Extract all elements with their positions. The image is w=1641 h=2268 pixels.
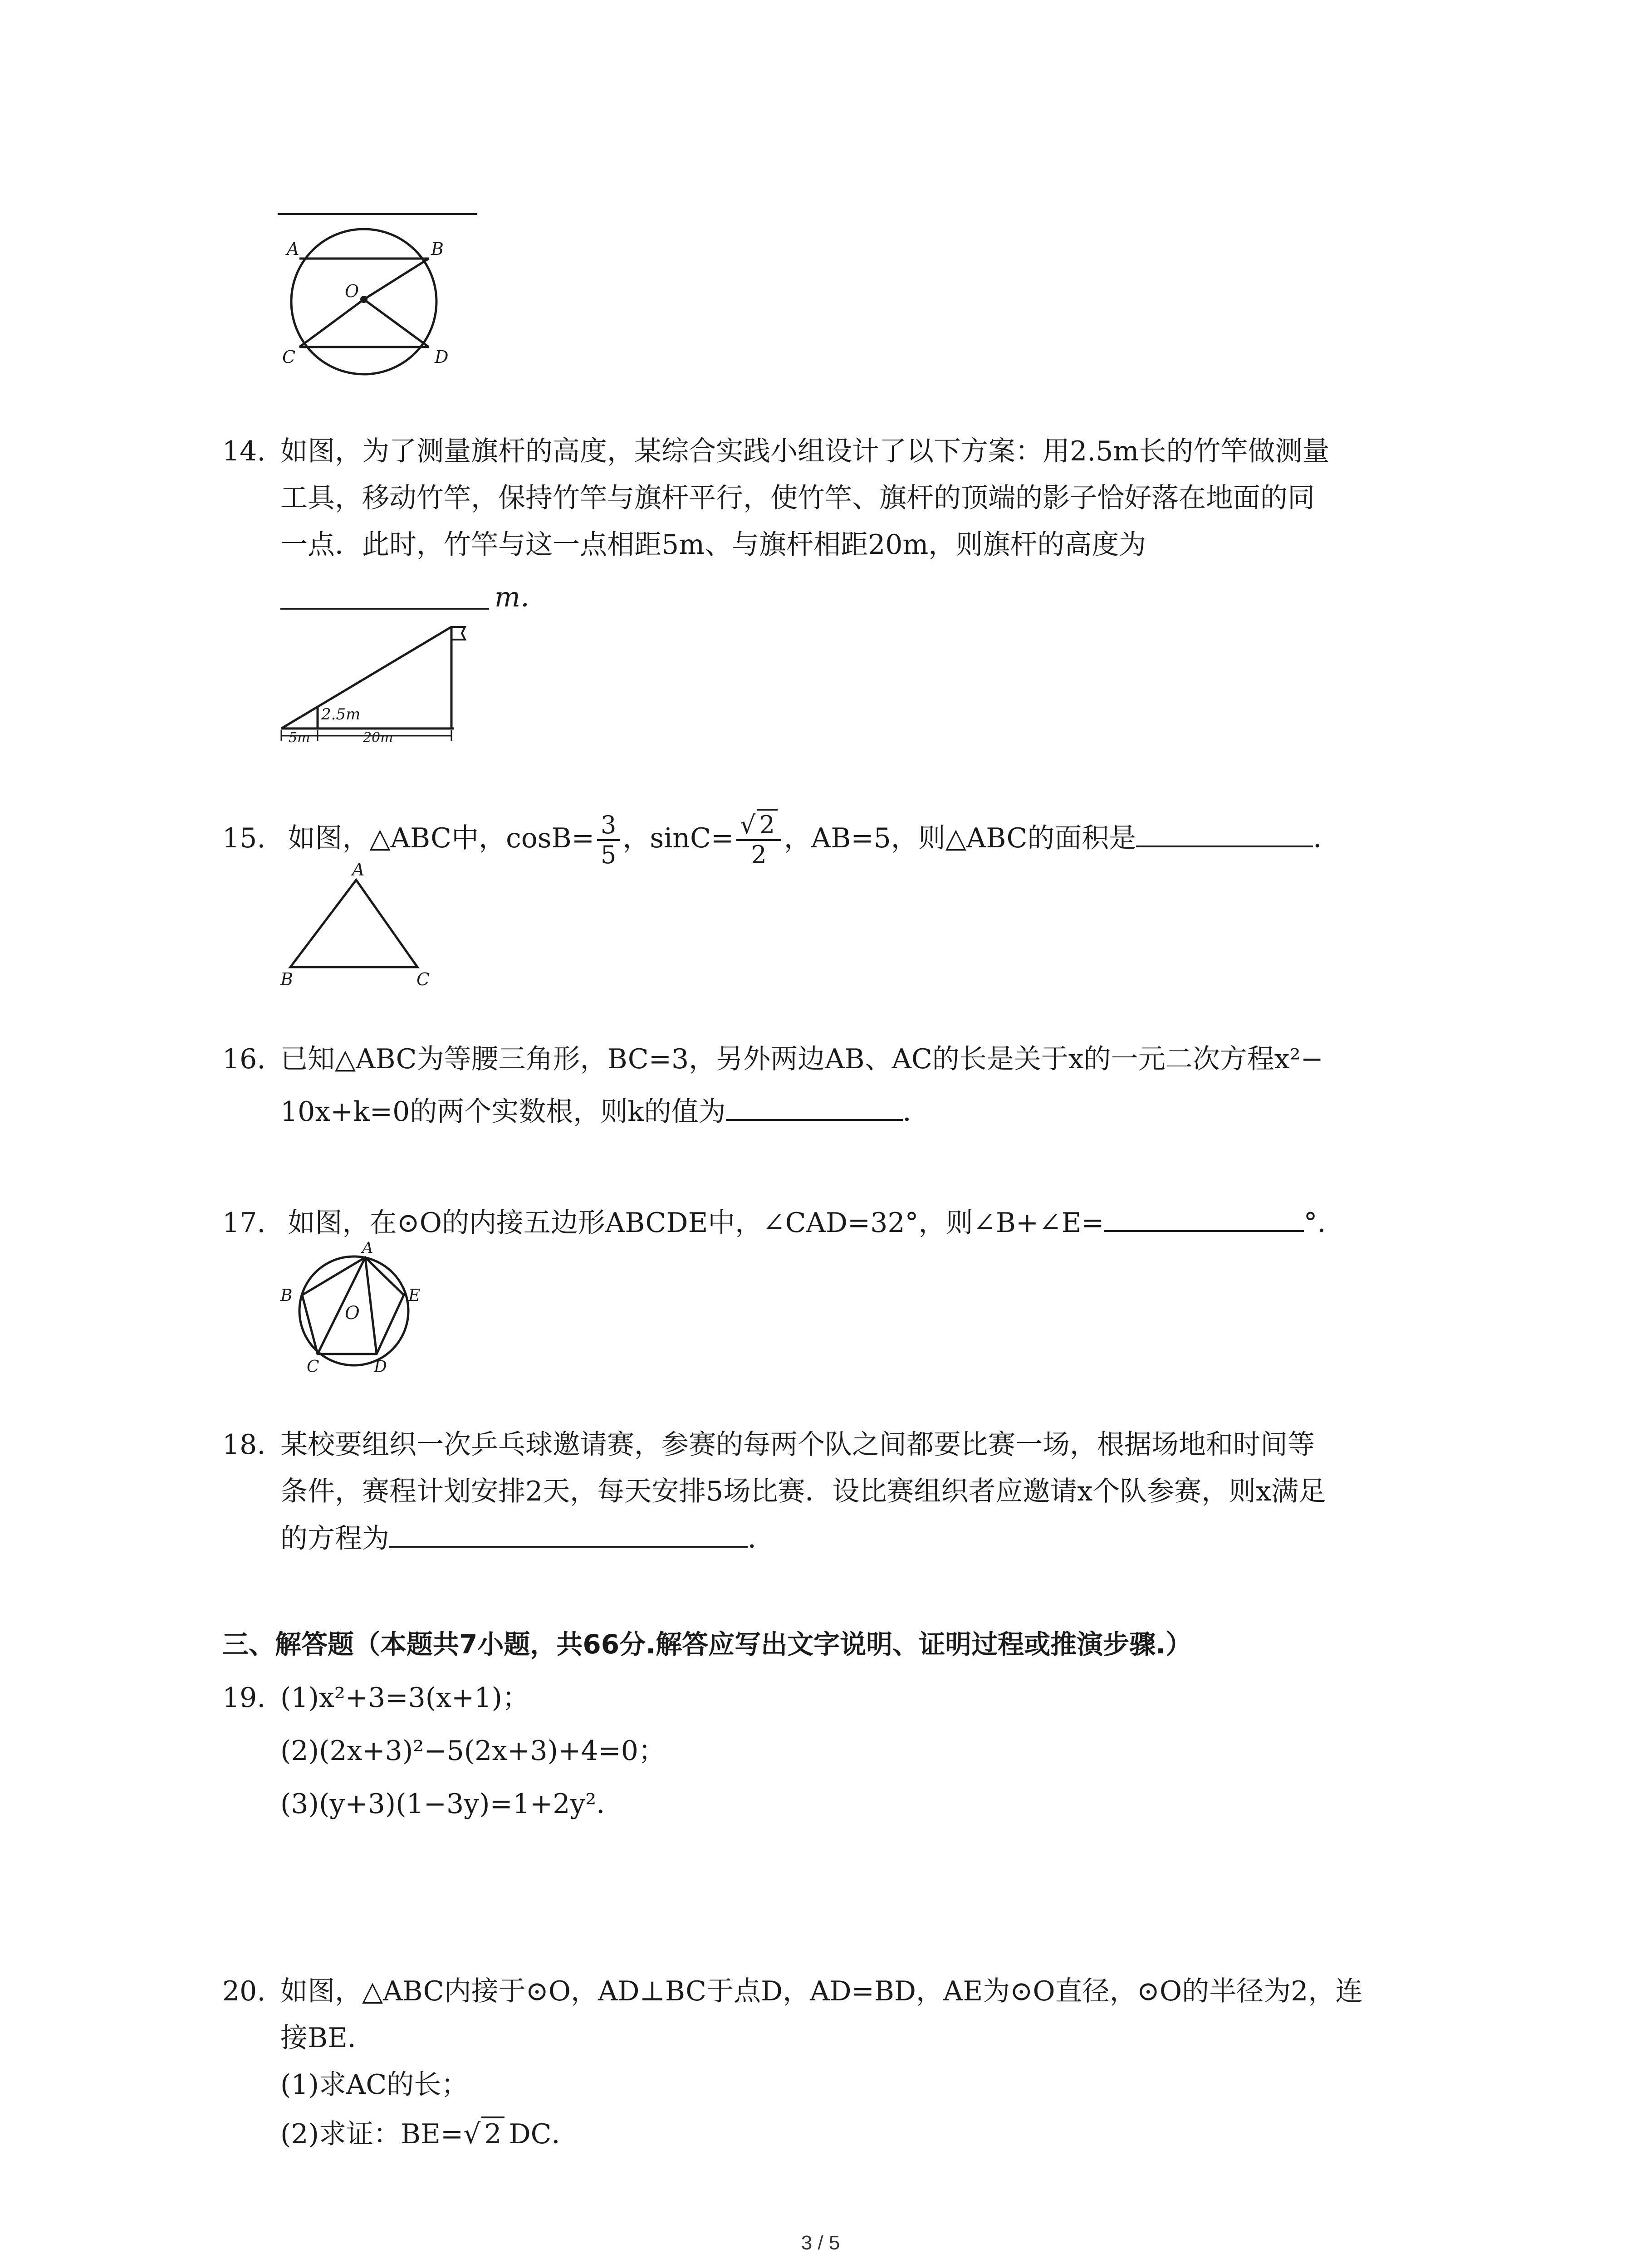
- q15-label-b: B: [280, 969, 293, 989]
- q15-frac1-denominator: 5: [600, 841, 617, 870]
- q15-frac2-radicand: 2: [757, 809, 778, 839]
- q20-part2-a: (2)求证：BE=: [280, 2118, 464, 2150]
- q17-line: [222, 1202, 1345, 1243]
- q13-answer-blank: [278, 213, 477, 215]
- q20-part1: (1)求AC的长；: [280, 2069, 469, 2101]
- q15-answer-blank: [1136, 817, 1313, 847]
- q20-radicand: 2: [481, 2116, 504, 2150]
- q20-sqrt: √ 2: [463, 2118, 504, 2150]
- q20-number: 20.: [222, 1975, 266, 2007]
- q14-answer-blank: [280, 608, 489, 610]
- q13-label-d: D: [435, 347, 449, 367]
- q18-line3-row: [280, 1518, 775, 1559]
- q13-label-o: O: [345, 281, 359, 301]
- q14-line3: 一点．此时，竹竿与这一点相距5m、与旗杆相距20m，则旗杆的高度为: [280, 529, 1146, 561]
- q20-line1: 如图，△ABC内接于⊙O，AD⊥BC于点D，AD=BD，AE为⊙O直径，⊙O的半径为2，连: [280, 1975, 1363, 2007]
- q13-center-dot: [360, 296, 367, 303]
- q15-cosb-fraction: [597, 811, 620, 869]
- q15-frac1-numerator: 3: [597, 811, 620, 841]
- q17-figure: [277, 1239, 431, 1376]
- q18-end: ．: [748, 1523, 775, 1554]
- q14-unit: m．: [495, 582, 548, 613]
- q19-number: 19.: [222, 1682, 266, 1714]
- q20-line2: 接BE．: [280, 2022, 375, 2054]
- q14-label-20m: 20m: [363, 730, 393, 746]
- q18-number: 18.: [222, 1429, 266, 1461]
- q13-segment-bo: [364, 259, 429, 299]
- q16-answer-blank: [726, 1091, 903, 1121]
- q17-label-e: E: [408, 1286, 421, 1305]
- q14-figure: [272, 617, 485, 744]
- q15-frac2-denominator: 2: [751, 841, 767, 870]
- q18-answer-blank: [389, 1518, 748, 1548]
- q17-diagonal-ad: [365, 1257, 377, 1354]
- q14-flag: [451, 627, 465, 640]
- q15-text-part2: ，sinC=: [622, 822, 734, 854]
- q18-line2: 条件，赛程计划安排2天，每天安排5场比赛．设比赛组织者应邀请x个队参赛，则x满足: [280, 1476, 1326, 1507]
- q13-label-a: A: [287, 239, 299, 259]
- q15-text-part3: ，AB=5，则△ABC的面积是: [784, 822, 1136, 854]
- page-number: 3 / 5: [801, 2232, 840, 2254]
- q20-part2-row: [280, 2114, 579, 2155]
- q17-label-a: A: [362, 1239, 373, 1257]
- q15-text-part1: 如图，△ABC中，cosB=: [288, 822, 594, 854]
- q17-label-c: C: [307, 1358, 319, 1376]
- q15-label-a: A: [352, 860, 365, 880]
- q17-text: 如图，在⊙O的内接五边形ABCDE中，∠CAD=32°，则∠B+∠E=: [288, 1207, 1104, 1239]
- q16-line1: 已知△ABC为等腰三角形，BC=3，另外两边AB、AC的长是关于x的一元二次方程x²−: [280, 1043, 1323, 1075]
- q13-figure: [272, 227, 463, 376]
- q17-label-o: O: [345, 1303, 360, 1324]
- q18-line3: 的方程为: [280, 1523, 389, 1554]
- q13-label-b: B: [431, 239, 444, 259]
- q18-line1: 某校要组织一次乒乓球邀请赛，参赛的每两个队之间都要比赛一场，根据场地和时间等: [280, 1429, 1315, 1461]
- q17-end: °．: [1303, 1207, 1345, 1239]
- q15-frac2-numerator: √ 2: [736, 811, 781, 841]
- q16-number: 16.: [222, 1043, 266, 1075]
- q15-triangle: [290, 880, 417, 967]
- q15-end: ．: [1313, 822, 1341, 854]
- q17-answer-blank: [1104, 1202, 1304, 1232]
- q17-number: 17.: [222, 1207, 266, 1239]
- q19-part3: (3)(y+3)(1−3y)=1+2y²．: [280, 1788, 624, 1820]
- q15-sinc-fraction: [736, 811, 781, 869]
- q13-label-c: C: [282, 347, 296, 367]
- section3-heading: 三、解答题（本题共7小题，共66分.解答应写出文字说明、证明过程或推演步骤.）: [222, 1629, 1192, 1660]
- q14-line2: 工具，移动竹竿，保持竹竿与旗杆平行，使竹竿、旗杆的顶端的影子恰好落在地面的同: [280, 482, 1315, 514]
- q14-sightline: [281, 627, 451, 728]
- q14-label-pole: 2.5m: [321, 705, 361, 723]
- q20-part2-b: DC．: [509, 2118, 579, 2150]
- q14-line1: 如图，为了测量旗杆的高度，某综合实践小组设计了以下方案：用2.5m长的竹竿做测量: [280, 435, 1330, 467]
- q15-number: 15.: [222, 822, 266, 854]
- q13-segment-od: [364, 299, 429, 347]
- q17-label-d: D: [374, 1358, 387, 1376]
- q16-end: ．: [902, 1096, 930, 1128]
- q19-part1: (1)x²+3=3(x+1)；: [280, 1682, 529, 1714]
- q19-part2: (2)(2x+3)²−5(2x+3)+4=0；: [280, 1735, 666, 1767]
- q13-segment-oc: [299, 299, 364, 347]
- q15-figure: [272, 862, 445, 989]
- q16-line2-row: [280, 1091, 930, 1132]
- q16-line2: 10x+k=0的两个实数根，则k的值为: [280, 1096, 726, 1128]
- q15-label-c: C: [416, 969, 430, 989]
- q14-label-5m: 5m: [289, 730, 310, 746]
- q14-number: 14.: [222, 435, 266, 467]
- q17-label-b: B: [280, 1286, 293, 1305]
